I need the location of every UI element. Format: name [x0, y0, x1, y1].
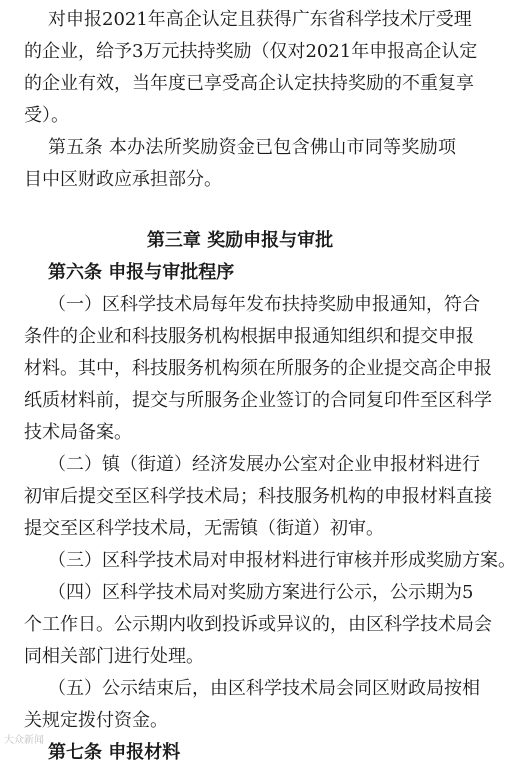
paragraph-line: 目中区财政应承担部分。	[24, 169, 222, 190]
article-5-line: 第五条 本办法所奖励资金已包含佛山市同等奖励项	[48, 137, 456, 158]
article-heading: 第七条 申报材料	[48, 742, 181, 763]
paragraph-line: 条件的企业和科技服务机构根据申报通知组织和提交申报	[24, 326, 474, 347]
paragraph-line: 的企业有效，当年度已享受高企认定扶持奖励的不重复享	[24, 73, 474, 94]
paragraph-line: （一）区科学技术局每年发布扶持奖励申报通知，符合	[48, 294, 480, 315]
paragraph-line: 对申报2021年高企认定且获得广东省科学技术厅受理	[48, 9, 472, 30]
article-heading: 第六条 申报与审批程序	[48, 262, 235, 283]
paragraph-line: （三）区科学技术局对申报材料进行审核并形成奖励方案。	[48, 550, 516, 571]
paragraph-line: 同相关部门进行处理。	[24, 646, 204, 667]
paragraph-line: 初审后提交至区科学技术局；科技服务机构的申报材料直接	[24, 486, 492, 507]
chapter-heading: 第三章 奖励申报与审批	[146, 230, 334, 251]
watermark-text: 大众新闻	[4, 735, 44, 746]
paragraph-line: 的企业，给予3万元扶持奖励（仅对2021年申报高企认定	[24, 41, 478, 62]
paragraph-line: 关规定拨付资金。	[24, 710, 168, 731]
paragraph-line: （四）区科学技术局对奖励方案进行公示，公示期为5	[48, 582, 474, 603]
paragraph-line: （五）公示结束后，由区科学技术局会同区财政局按相	[48, 678, 480, 699]
paragraph-line: （二）镇（街道）经济发展办公室对企业申报材料进行	[48, 454, 480, 475]
paragraph-line: 提交至区科学技术局，无需镇（街道）初审。	[24, 518, 384, 539]
paragraph-line: 纸质材料前，提交与所服务企业签订的合同复印件至区科学	[24, 390, 492, 411]
paragraph-line: 个工作日。公示期内收到投诉或异议的，由区科学技术局会	[24, 614, 492, 635]
paragraph-line: 技术局备案。	[24, 422, 132, 443]
paragraph-line: 受）。	[24, 105, 69, 126]
paragraph-line: 材料。其中，科技服务机构须在所服务的企业提交高企申报	[24, 358, 492, 379]
